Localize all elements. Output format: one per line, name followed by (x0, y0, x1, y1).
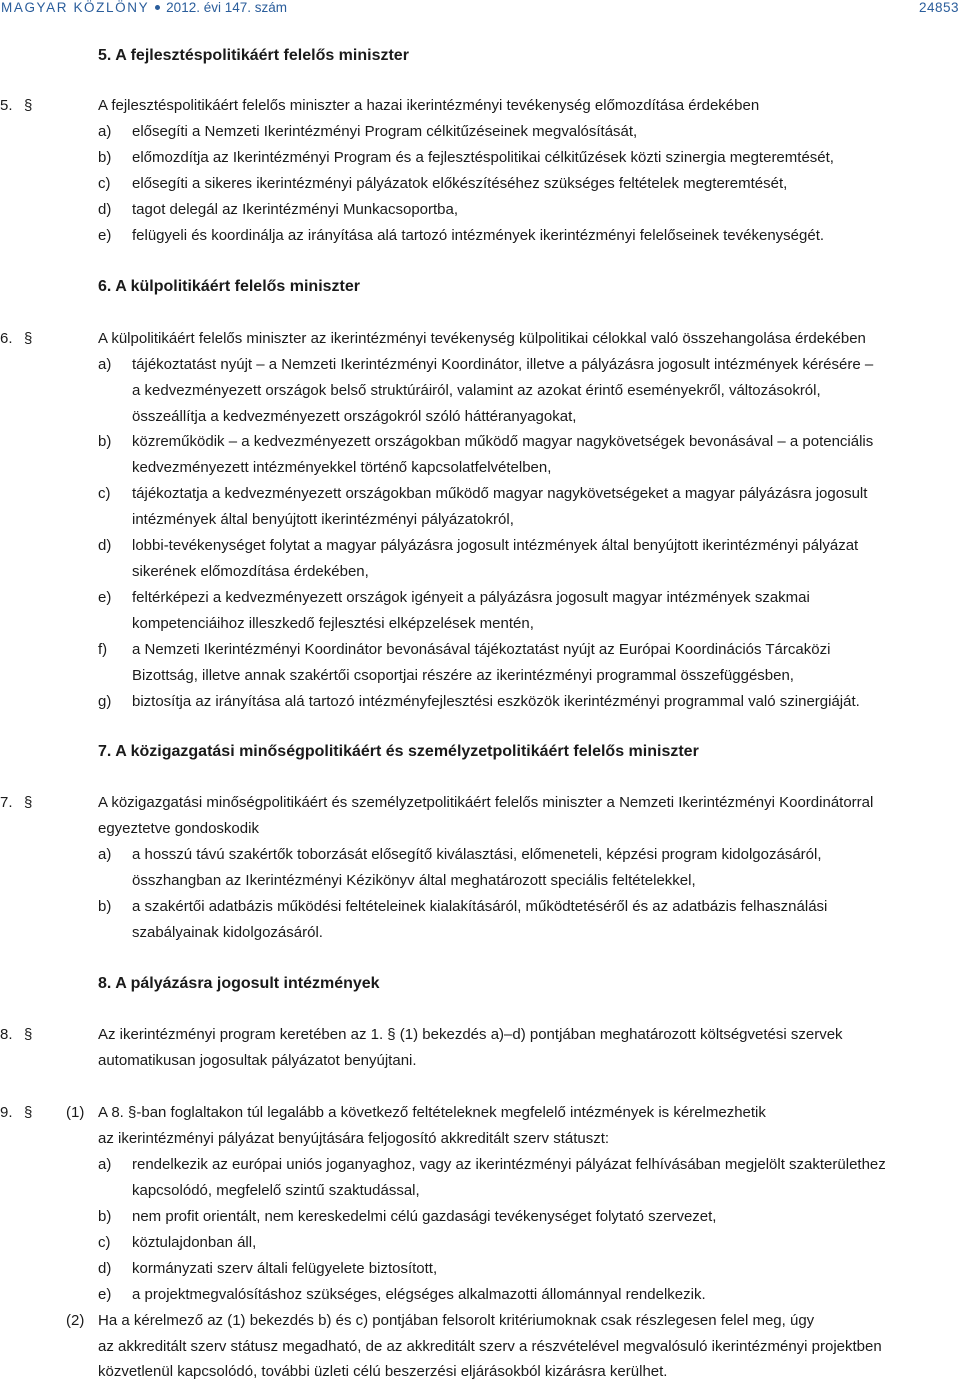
page-header (0, 0, 960, 18)
subsection-number: (1) (66, 1104, 85, 1121)
section-6-heading: 6. A külpolitikáért felelős miniszter (98, 278, 360, 295)
list-item: b) közreműködik – a kedvezményezett országokban működő magyar nagykövetségek bevonásával – a potenciális (98, 433, 874, 450)
header-left (1, 0, 287, 15)
paragraph-number: 6. (0, 330, 13, 347)
list-item-continuation: Bizottság, illetve annak szakértői csoportjai részére az ikerintézményi programmal összefüggésben, (132, 667, 794, 684)
list-item: e) feltérképezi a kedvezményezett országok igényeit a pályázásra jogosult magyar intézmények szakmai (98, 589, 810, 606)
section-5-intro: 5. § A fejlesztéspolitikáért felelős miniszter a hazai ikerintézményi tevékenység előmozdítása érdekében (0, 95, 960, 117)
list-item-continuation: a kedvezményezett országok belső struktúráiról, valamint az azokat érintő eseményekről, változásokról, (132, 382, 821, 399)
paragraph-number: 5. (0, 97, 13, 114)
list-item-continuation: kedvezményezett intézményekkel történő kapcsolatfelvételben, (132, 459, 552, 476)
list-item: d) lobbi-tevékenységet folytat a magyar pályázásra jogosult intézmények által benyújtott ikerintézményi pályázat (98, 537, 859, 554)
paragraph-number: 9. (0, 1104, 13, 1121)
list-item: d) kormányzati szerv általi felügyelete biztosított, (98, 1260, 438, 1277)
list-item: c) elősegíti a sikeres ikerintézményi pályázatok előkészítéséhez szükséges feltételek megteremtését, (98, 175, 788, 192)
section-5-heading: 5. A fejlesztéspolitikáért felelős miniszter (98, 47, 409, 64)
list-item-continuation: szabályainak kidolgozásáról. (132, 924, 323, 941)
journal-title: MAGYAR KÖZLÖNY (1, 0, 150, 15)
section-8-heading: 8. A pályázásra jogosult intézmények (98, 975, 380, 992)
list-item: a) rendelkezik az európai uniós joganyaghoz, vagy az ikerintézményi pályázat felhívásában megjelölt szakterülethez (98, 1156, 886, 1173)
section-9-paragraph-2-continuation: az akkreditált szerv státusz megadható, de az akkreditált szerv a részvételével megvalósuló ikerintézményi projektben (98, 1338, 882, 1355)
bullet-dot-icon (155, 5, 160, 10)
list-item: a) tájékoztatást nyújt – a Nemzeti Ikerintézményi Koordinátor, illetve a pályázásra jogosult intézmények kérésére – (98, 356, 874, 373)
section-9-paragraph-1: 9. § (1) A 8. §-ban foglaltakon túl legalább a következő feltételeknek megfelelő intézmények is kérelmezhetik (0, 1102, 960, 1124)
list-item-continuation: kapcsolódó, megfelelő szintű szaktudással, (132, 1182, 420, 1199)
section-7-heading: 7. A közigazgatási minőségpolitikáért és személyzetpolitikáért felelős miniszter (98, 743, 699, 760)
list-item: a) elősegíti a Nemzeti Ikerintézményi Program célkitűzéseinek megvalósítását, (98, 123, 638, 140)
list-item-continuation: kompetenciáihoz illeszkedő fejlesztési elképzelések mentén, (132, 615, 534, 632)
list-item-continuation: összeállítja a kedvezményezett országokról szóló háttéranyagokat, (132, 408, 577, 425)
list-item: b) előmozdítja az Ikerintézményi Program és a fejlesztéspolitikai célkitűzések közti szinergia megteremtését, (98, 149, 834, 166)
section-8-text-continuation: automatikusan jogosultak pályázatot benyújtani. (98, 1052, 417, 1069)
issue-info: 2012. évi 147. szám (166, 0, 287, 15)
list-item: d) tagot delegál az Ikerintézményi Munkacsoportba, (98, 201, 459, 218)
list-item: e) felügyeli és koordinálja az irányítása alá tartozó intézmények ikerintézményi felelőseinek tevékenységét. (98, 227, 825, 244)
section-sign: § (24, 330, 33, 347)
section-7-intro-continuation: egyeztetve gondoskodik (98, 820, 259, 837)
paragraph-number: 7. (0, 794, 13, 811)
section-8-text: 8. § Az ikerintézményi program keretében az 1. § (1) bekezdés a)–d) pontjában meghatározott költségvetési szervek (0, 1024, 960, 1046)
list-item: f) a Nemzeti Ikerintézményi Koordinátor bevonásával tájékoztatást nyújt az Európai Koordinációs Tárcaközi (98, 641, 831, 658)
paragraph-number: 8. (0, 1026, 13, 1043)
section-9-paragraph-2-continuation: közvetlenül kapcsolódó, további üzleti célú beszerzési eljárásokból kizárásra kerülhet. (98, 1363, 668, 1380)
list-item-continuation: sikerének előmozdítása érdekében, (132, 563, 369, 580)
page-number: 24853 (918, 0, 959, 15)
list-item: a) a hosszú távú szakértők toborzását elősegítő kiválasztási, előmeneteli, képzési program kidolgozásáról, (98, 846, 822, 863)
section-sign: § (24, 97, 33, 114)
section-sign: § (24, 794, 33, 811)
list-item: b) a szakértői adatbázis működési feltételeinek kialakításáról, működtetéséről és az adatbázis felhasználási (98, 898, 828, 915)
subsection-number: (2) (66, 1312, 85, 1329)
list-item: c) köztulajdonban áll, (98, 1234, 257, 1251)
list-item: b) nem profit orientált, nem kereskedelmi célú gazdasági tevékenységet folytató szervezet, (98, 1208, 717, 1225)
list-item-continuation: összhangban az Ikerintézményi Kézikönyv által meghatározott speciális feltételekkel, (132, 872, 696, 889)
section-9-paragraph-2: (2) Ha a kérelmező az (1) bekezdés b) és c) pontjában felsorolt kritériumoknak csak részlegesen felel meg, úgy (0, 1310, 960, 1332)
list-item: c) tájékoztatja a kedvezményezett országokban működő magyar nagykövetségeket a magyar pályázásra jogosult (98, 485, 868, 502)
section-9-paragraph-1-continuation: az ikerintézményi pályázat benyújtására feljogosító akkreditált szerv státuszt: (98, 1130, 610, 1147)
section-sign: § (24, 1104, 33, 1121)
section-sign: § (24, 1026, 33, 1043)
list-item-continuation: intézmények által benyújtott ikerintézményi pályázatokról, (132, 511, 514, 528)
section-7-intro: 7. § A közigazgatási minőségpolitikáért és személyzetpolitikáért felelős miniszter a Nemzeti Ikerintézményi Koordinátorral (0, 792, 960, 814)
section-6-intro: 6. § A külpolitikáért felelős miniszter az ikerintézményi tevékenység külpolitikai célokkal való összehangolása érdekében (0, 328, 960, 350)
list-item: g) biztosítja az irányítása alá tartozó intézményfejlesztési eszközök ikerintézményi programmal való szinergiáját. (98, 693, 860, 710)
list-item: e) a projektmegvalósításhoz szükséges, elégséges alkalmazotti állománnyal rendelkezik. (98, 1286, 706, 1303)
